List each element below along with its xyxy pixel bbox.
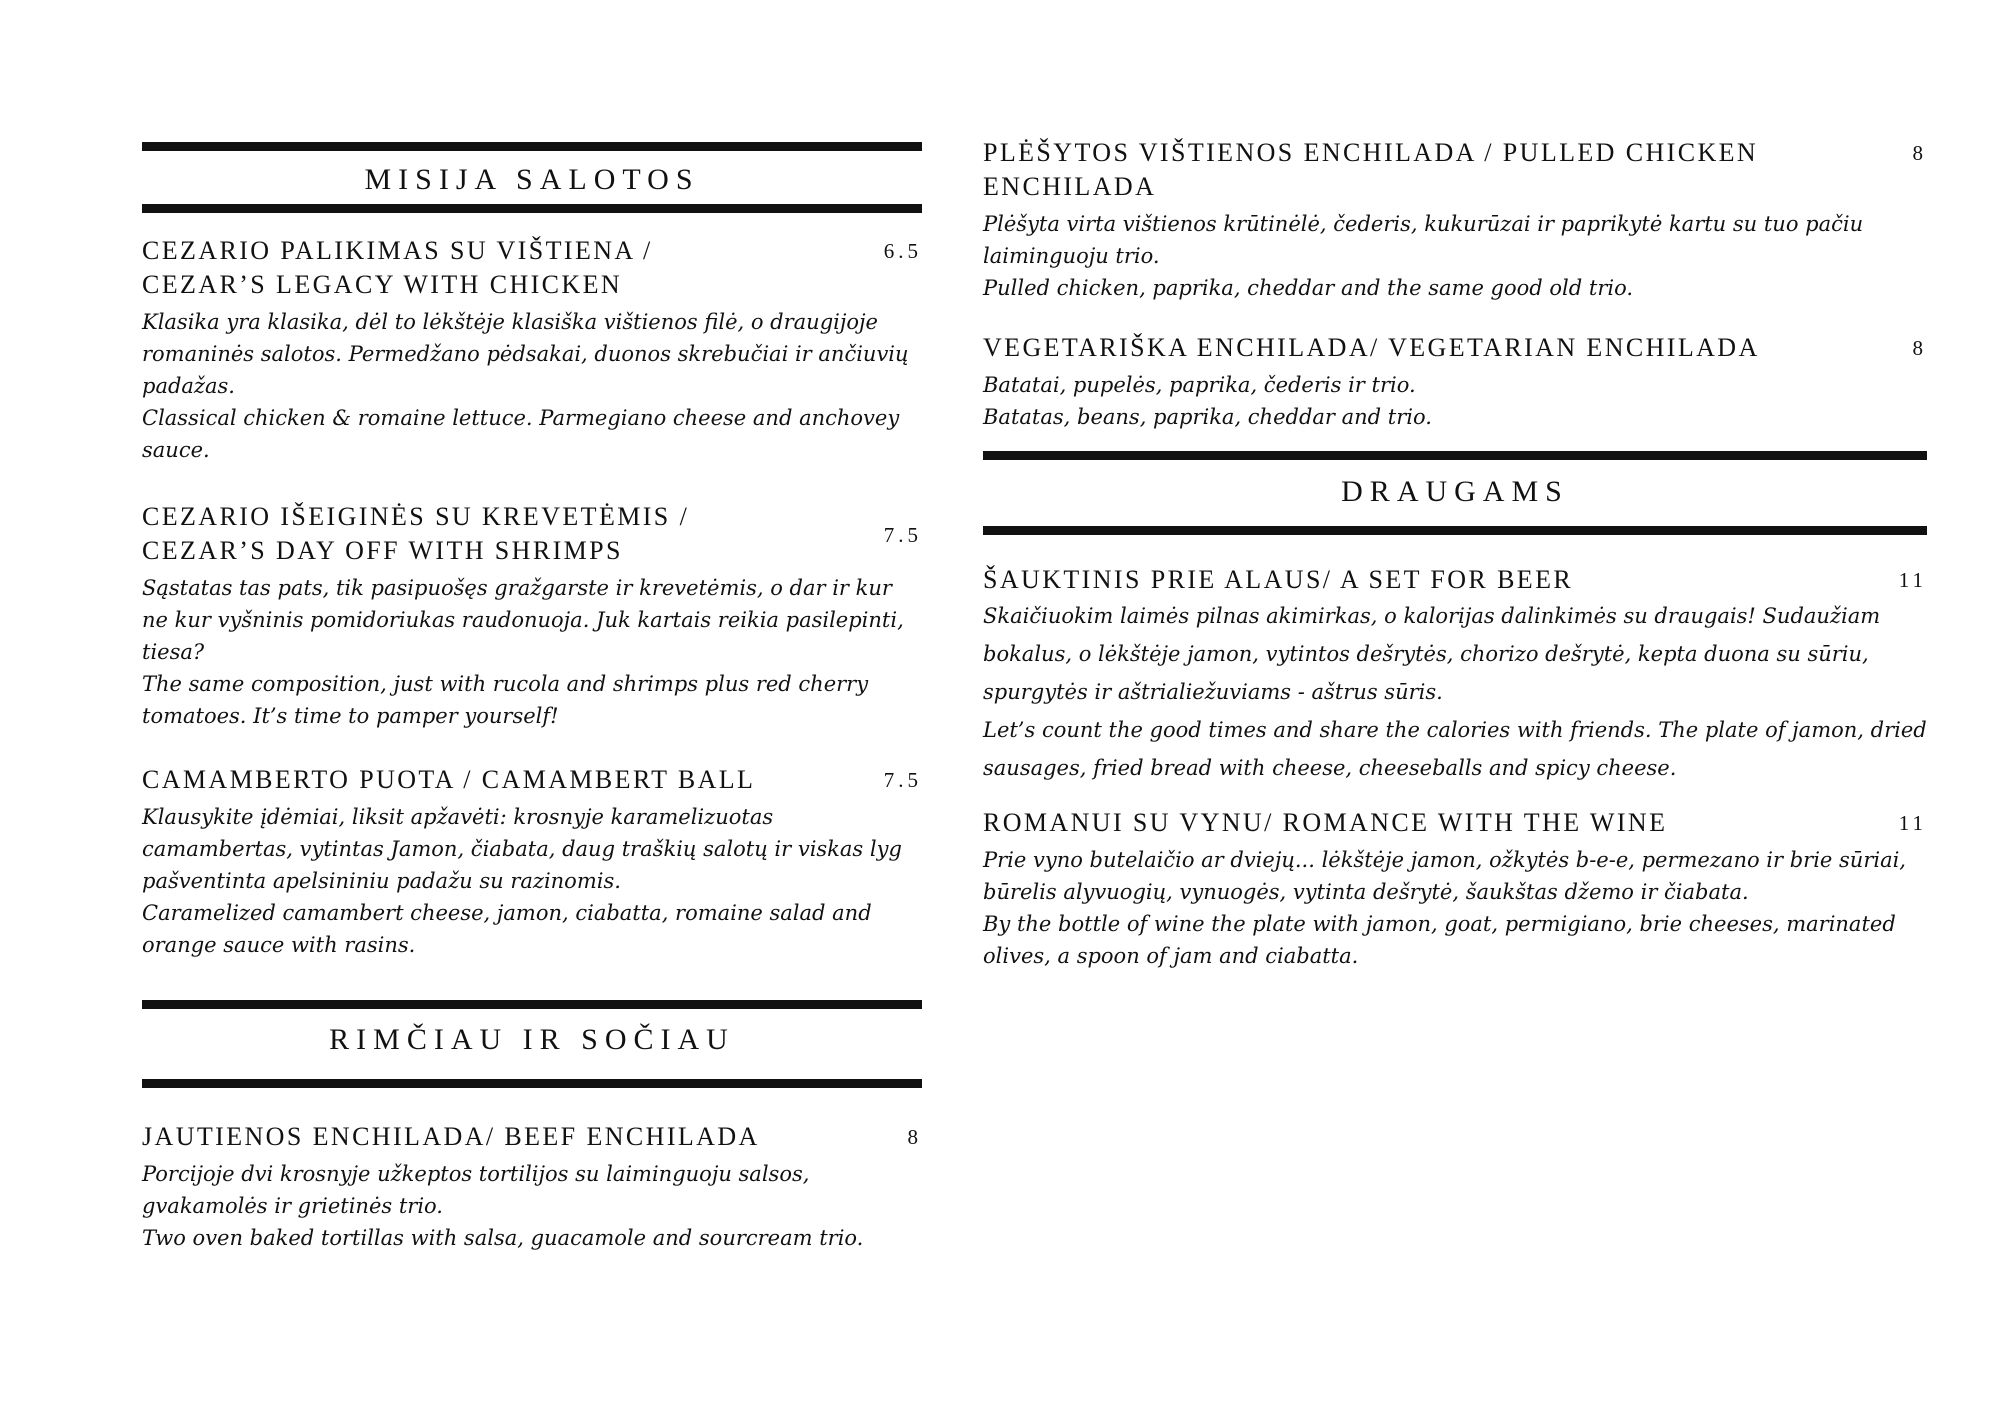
item-description-lt: Klasika yra klasika, dėl to lėkštėje klasiška vištienos filė, o draugijoje romaninės salotos. Permedžano pėdsakai, duonos skrebučiai ir ančiuvių padažas.	[142, 310, 909, 398]
menu-item-sauktinis-prie-alaus	[983, 563, 1927, 787]
item-description	[983, 597, 1927, 787]
section-title: DRAUGAMS	[1341, 475, 1569, 508]
menu-item-romanui-su-vynu	[983, 806, 1927, 972]
item-description-en: Let’s count the good times and share the calories with friends. The plate of jamon, dried sausages, fried bread with cheese, cheeseballs and spicy cheese.	[983, 718, 1927, 780]
item-description-en: Batatas, beans, paprika, cheddar and trio.	[983, 405, 1432, 429]
section-header-misija-salotos	[142, 142, 922, 214]
item-description-lt: Porcijoje dvi krosnyje užkeptos tortilijos su laiminguoju salsos, gvakamolės ir grietinės trio.	[142, 1162, 810, 1218]
menu-item-camamberto-puota	[142, 763, 922, 961]
item-price: 8	[1912, 336, 1927, 360]
item-price: 7.5	[883, 768, 922, 792]
item-price: 7.5	[883, 523, 922, 547]
menu-item-jautienos-enchilada	[142, 1120, 922, 1254]
item-description	[142, 306, 922, 466]
item-description	[142, 801, 922, 961]
item-name: ROMANUI SU VYNU/ ROMANCE WITH THE WINE	[983, 808, 1668, 837]
item-price: 11	[1898, 811, 1927, 835]
section-header-rimciau-ir-sociau	[142, 1000, 922, 1090]
menu-item-vegetariska-enchilada	[983, 331, 1927, 433]
section-title: MISIJA SALOTOS	[364, 163, 700, 196]
menu-item-cezario-palikimas	[142, 234, 922, 466]
item-name: ŠAUKTINIS PRIE ALAUS/ A SET FOR BEER	[983, 565, 1574, 594]
item-description-lt: Skaičiuokim laimės pilnas akimirkas, o kalorijas dalinkimės su draugais! Sudaužiam bokalus, o lėkštėje jamon, vytintos dešrytės, chorizo dešrytė, kepta duona su sūriu, spurgytės ir aštrialiežuviams - aštrus sūris.	[983, 604, 1881, 704]
item-price: 6.5	[883, 239, 922, 263]
item-name: VEGETARIŠKA ENCHILADA/ VEGETARIAN ENCHILADA	[983, 333, 1760, 362]
section-rule-top	[142, 1000, 922, 1009]
item-price: 8	[907, 1125, 922, 1149]
item-description	[142, 1158, 922, 1254]
item-description-lt: Sąstatas tas pats, tik pasipuošęs gražgarste ir krevetėmis, o dar ir kur ne kur vyšninis pomidoriukas raudonuoja. Juk kartais reikia pasilepinti, tiesa?	[142, 576, 904, 664]
item-price: 8	[1912, 141, 1927, 165]
section-rule-bottom	[142, 204, 922, 213]
section-title: RIMČIAU IR SOČIAU	[329, 1023, 735, 1056]
item-description-lt: Plėšyta virta vištienos krūtinėlė, čederis, kukurūzai ir paprikytė kartu su tuo pačiu laiminguoju trio.	[983, 212, 1864, 268]
section-rule-bottom	[142, 1079, 922, 1088]
item-description-lt: Prie vyno butelaičio ar dviejų... lėkštėje jamon, ožkytės b-e-e, permezano ir brie sūriai, būrelis alyvuogių, vynuogės, vytinta dešrytė, šaukštas džemo ir čiabata.	[983, 848, 1906, 904]
item-description	[983, 208, 1927, 304]
section-header-draugams	[983, 451, 1927, 536]
item-description-lt: Batatai, pupelės, paprika, čederis ir trio.	[983, 373, 1416, 397]
menu-item-plesytos-vistienos-enchilada	[983, 136, 1927, 304]
item-price: 11	[1898, 568, 1927, 592]
item-name: CEZARIO PALIKIMAS SU VIŠTIENA / CEZAR’S LEGACY WITH CHICKEN	[142, 236, 653, 299]
item-description-lt: Klausykite įdėmiai, liksit apžavėti: krosnyje karamelizuotas camambertas, vytintas Jamon, čiabata, daug traškių salotų ir viskas lyg pašventinta apelsininiu padažu su razinomis.	[142, 805, 902, 893]
section-rule-top	[142, 142, 922, 151]
item-description-en: Two oven baked tortillas with salsa, guacamole and sourcream trio.	[142, 1226, 864, 1250]
item-description	[983, 844, 1927, 972]
item-name: CEZARIO IŠEIGINĖS SU KREVETĖMIS / CEZAR’S DAY OFF WITH SHRIMPS	[142, 502, 690, 565]
item-description-en: By the bottle of wine the plate with jamon, goat, permigiano, brie cheeses, marinated olives, a spoon of jam and ciabatta.	[983, 912, 1896, 968]
item-description	[142, 572, 922, 732]
item-name: JAUTIENOS ENCHILADA/ BEEF ENCHILADA	[142, 1122, 760, 1151]
item-name: CAMAMBERTO PUOTA / CAMAMBERT BALL	[142, 765, 756, 794]
menu-item-cezario-iseigines	[142, 500, 922, 732]
item-description-en: Caramelized camambert cheese, jamon, ciabatta, romaine salad and orange sauce with rasins.	[142, 901, 872, 957]
section-rule-bottom	[983, 526, 1927, 535]
item-description-en: Classical chicken & romaine lettuce. Parmegiano cheese and anchovey sauce.	[142, 406, 900, 462]
item-name: PLĖŠYTOS VIŠTIENOS ENCHILADA / PULLED CHICKEN ENCHILADA	[983, 138, 1759, 201]
item-description	[983, 369, 1927, 433]
item-description-en: Pulled chicken, paprika, cheddar and the same good old trio.	[983, 276, 1634, 300]
item-description-en: The same composition, just with rucola and shrimps plus red cherry tomatoes. It’s time to pamper yourself!	[142, 672, 869, 728]
section-rule-top	[983, 451, 1927, 460]
